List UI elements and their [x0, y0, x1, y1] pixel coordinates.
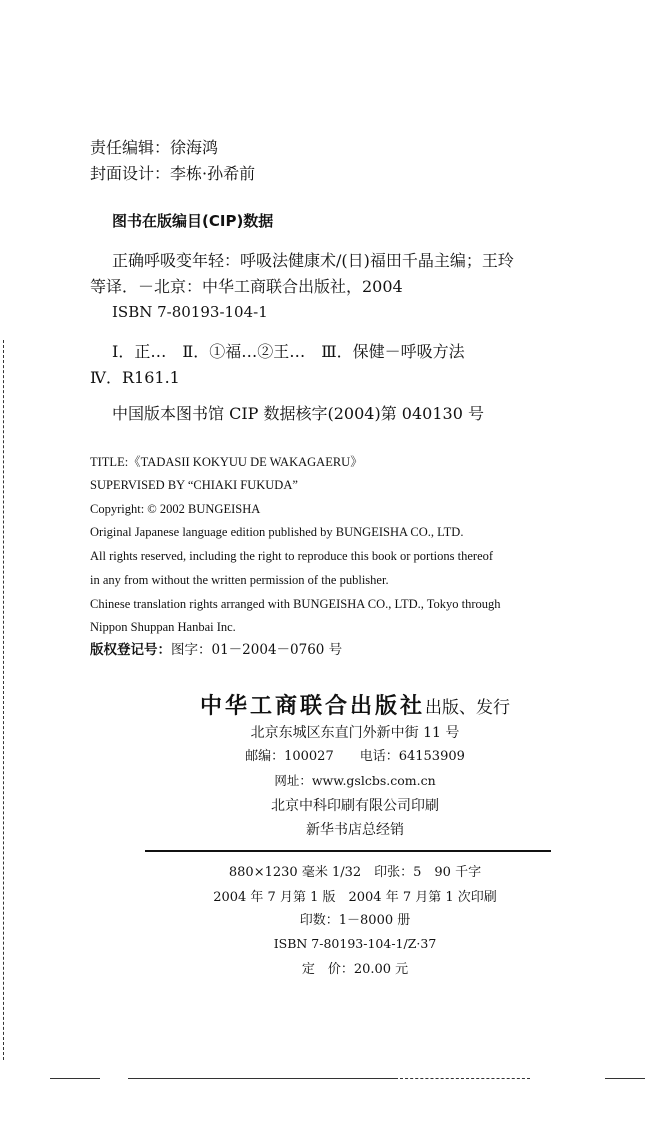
spec-edition: 2004 年 7 月第 1 版 2004 年 7 月第 1 次印刷 [213, 890, 497, 905]
publisher-logo: 中华工商联合出版社 [199, 694, 425, 719]
scan-edge-bottom [50, 1078, 100, 1079]
registration-value: 图字：01－2004－0760 号 [171, 642, 343, 658]
registration-label: 版权登记号： [90, 642, 171, 658]
distributor: 新华书店总经销 [306, 822, 404, 838]
publisher-suffix: 出版、发行 [425, 698, 510, 718]
cip-subjects-2: Ⅳ．R161.1 [90, 368, 180, 387]
rights-line: Copyright: © 2002 BUNGEISHA [90, 502, 261, 516]
publisher-postcode-phone: 邮编：100027 电话：64153909 [245, 749, 465, 764]
publisher-website: 网址：www.gslcbs.com.cn [274, 773, 436, 788]
publisher-line [0, 696, 649, 718]
printer: 北京中科印刷有限公司印刷 [271, 798, 439, 814]
cip-subjects-1: Ⅰ．正… Ⅱ．①福…②王… Ⅲ．保健－呼吸方法 [112, 342, 465, 361]
rights-line: TITLE:《TADASII KOKYUU DE WAKAGAERU》 [90, 455, 363, 469]
registration-number [90, 644, 342, 658]
scan-edge-bottom [400, 1078, 530, 1079]
rights-line: Chinese translation rights arranged with BUNGEISHA CO., LTD., Tokyo through [90, 597, 501, 611]
publisher-address: 北京东城区东直门外新中街 11 号 [250, 725, 460, 741]
spec-price: 定 价：20.00 元 [301, 962, 409, 977]
rights-line: All rights reserved, including the right to reproduce this book or portions thereof [90, 549, 494, 563]
spec-print-run: 印数：1－8000 册 [299, 913, 411, 928]
scan-edge-bottom [605, 1078, 645, 1079]
rights-line: Nippon Shuppan Hanbai Inc. [90, 620, 236, 634]
rights-line: Original Japanese language edition published by BUNGEISHA CO., LTD. [90, 525, 464, 539]
editor-credit: 责任编辑：徐海鸿 [90, 138, 219, 157]
spec-format: 880×1230 毫米 1/32 印张：5 90 千字 [228, 865, 482, 880]
spec-isbn: ISBN 7-80193-104-1/Z·37 [273, 936, 437, 951]
cip-heading: 图书在版编目(CIP)数据 [112, 212, 274, 230]
rights-line: SUPERVISED BY “CHIAKI FUKUDA” [90, 478, 298, 492]
scan-edge-bottom [128, 1078, 398, 1079]
cip-line-1: 正确呼吸变年轻：呼吸法健康术/(日)福田千晶主编；王玲 [112, 251, 514, 270]
cover-design-credit: 封面设计：李栋·孙希前 [90, 164, 256, 183]
divider-rule [145, 850, 551, 852]
rights-line: in any from without the written permission of the publisher. [90, 573, 389, 587]
cip-number: 中国版本图书馆 CIP 数据核字(2004)第 040130 号 [112, 404, 484, 423]
cip-isbn: ISBN 7-80193-104-1 [112, 303, 268, 321]
scan-edge-left [3, 340, 4, 1060]
cip-line-2: 等译．－北京：中华工商联合出版社，2004 [90, 277, 403, 296]
